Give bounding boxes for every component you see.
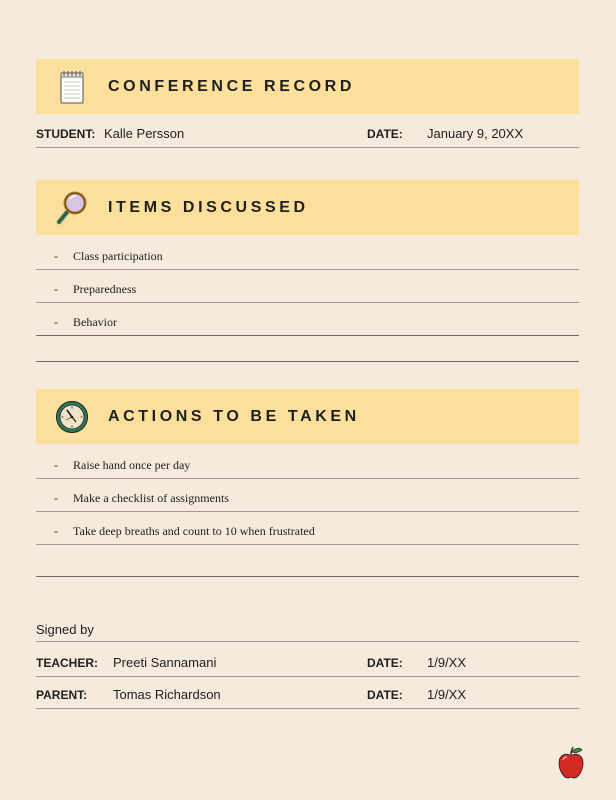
bullet-dash: - [54, 315, 58, 329]
teacher-date: 1/9/XX [427, 655, 467, 670]
section-title: CONFERENCE RECORD [108, 77, 355, 95]
parent-row [36, 676, 579, 709]
clock-icon [36, 389, 108, 444]
date-label: DATE: [367, 127, 403, 141]
signed-by-label: Signed by [36, 622, 94, 637]
item-text: Preparedness [73, 282, 137, 296]
blank-line [36, 335, 579, 362]
bullet-dash: - [54, 524, 58, 538]
student-label: STUDENT: [36, 127, 96, 141]
items-discussed-header [36, 180, 579, 235]
student-name: Kalle Persson [104, 126, 185, 141]
conference-record-header [36, 59, 579, 114]
apple-icon [557, 746, 585, 780]
bullet-dash: - [54, 282, 58, 296]
list-item [36, 511, 579, 545]
student-row [36, 118, 579, 148]
item-text: Raise hand once per day [73, 458, 191, 472]
item-text: Class participation [73, 249, 163, 263]
section-title: ACTIONS TO BE TAKEN [108, 407, 360, 425]
item-text: Behavior [73, 315, 117, 329]
teacher-row [36, 641, 579, 677]
parent-label: PARENT: [36, 688, 88, 702]
teacher-name: Preeti Sannamani [113, 655, 217, 670]
notepad-icon [36, 59, 108, 114]
bullet-dash: - [54, 491, 58, 505]
date-value: January 9, 20XX [427, 126, 524, 141]
parent-name: Tomas Richardson [113, 687, 221, 702]
list-item [36, 269, 579, 303]
parent-date-label: DATE: [367, 688, 403, 702]
list-item [36, 236, 579, 270]
list-item [36, 445, 579, 479]
magnifying-glass-icon [36, 180, 108, 235]
bullet-dash: - [54, 249, 58, 263]
list-item [36, 478, 579, 512]
item-text: Make a checklist of assignments [73, 491, 229, 505]
blank-line [36, 544, 579, 577]
bullet-dash: - [54, 458, 58, 472]
teacher-date-label: DATE: [367, 656, 403, 670]
list-item [36, 302, 579, 336]
teacher-label: TEACHER: [36, 656, 98, 670]
item-text: Take deep breaths and count to 10 when frustrated [73, 524, 315, 538]
parent-date: 1/9/XX [427, 687, 467, 702]
actions-header [36, 389, 579, 444]
section-title: ITEMS DISCUSSED [108, 198, 309, 216]
